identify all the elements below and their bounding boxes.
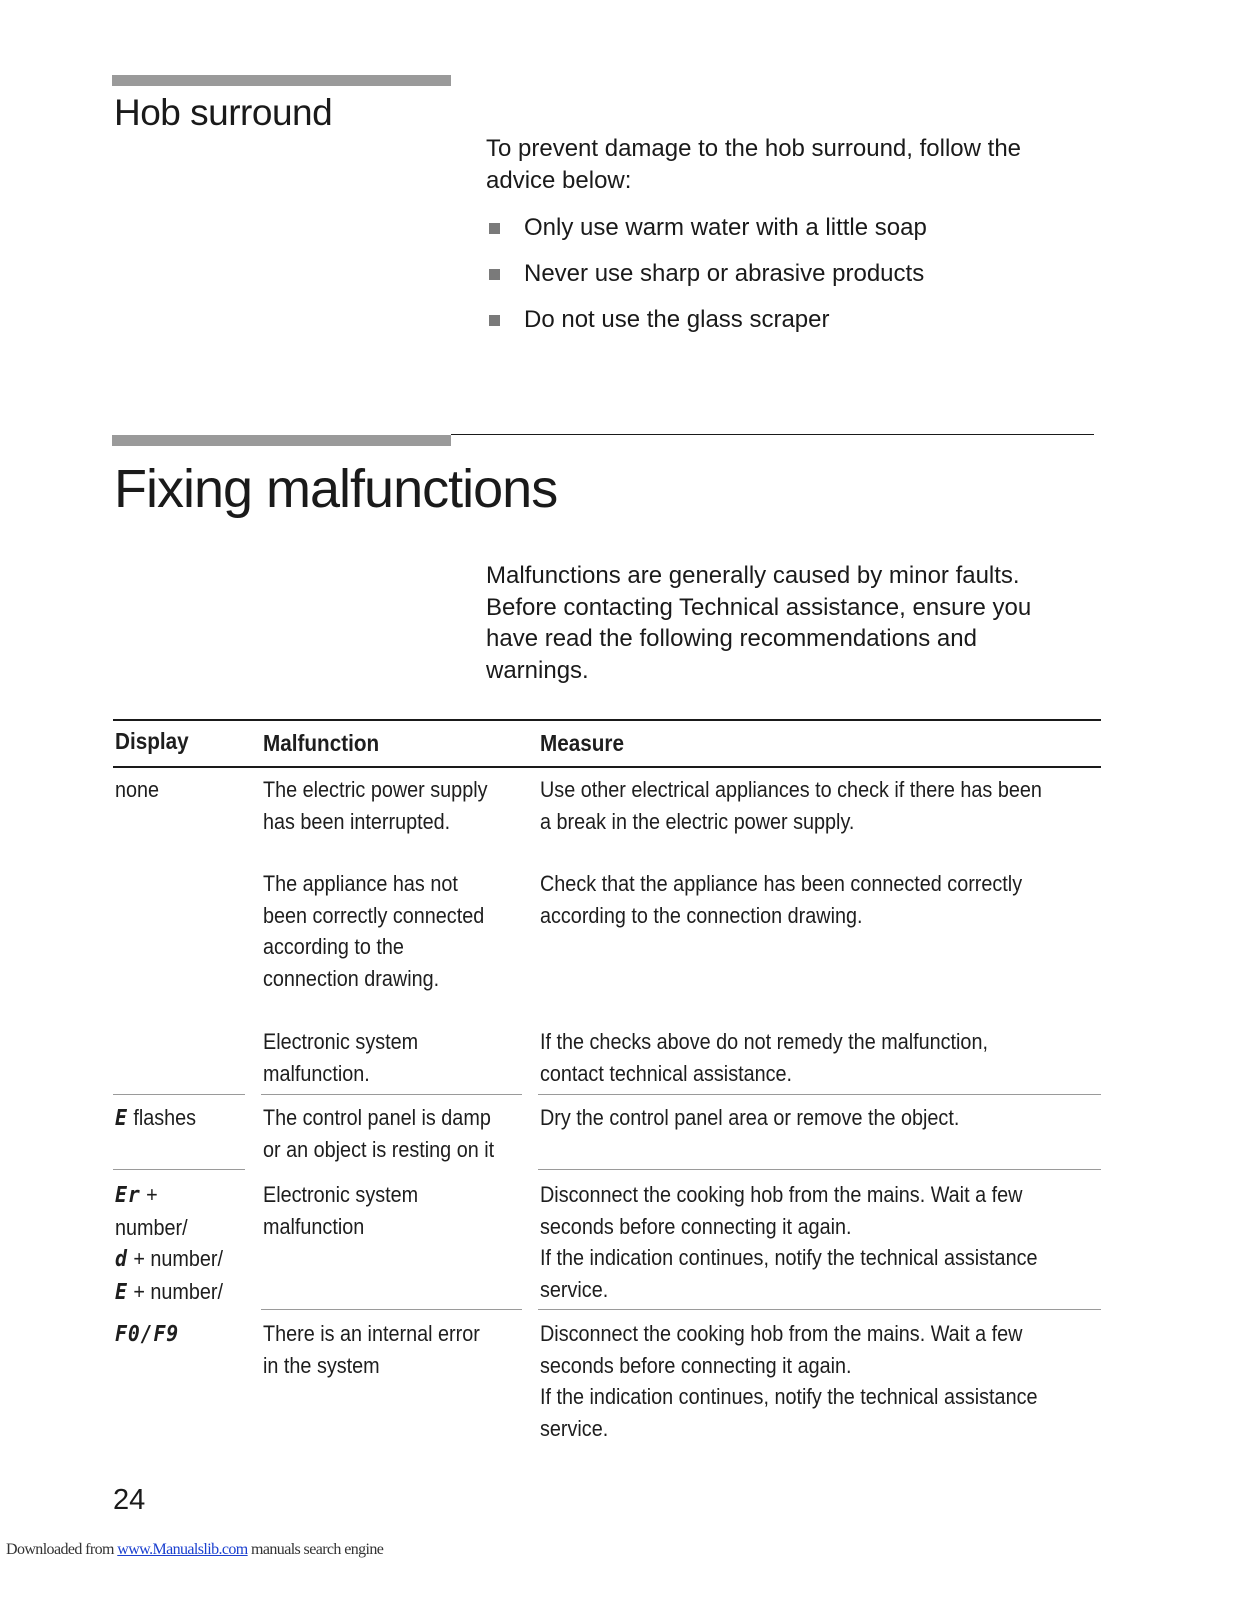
display-code: d: [115, 1247, 128, 1272]
header-display: Display: [115, 728, 189, 754]
display-code: E: [115, 1279, 128, 1305]
footer: Downloaded from www.Manualslib.com manuals search engine: [6, 1541, 384, 1558]
malfunction-cell: The control panel is damp or an object is resting on it: [263, 1105, 495, 1162]
section-bar: [112, 75, 451, 86]
page-number: 24: [113, 1484, 146, 1516]
malfunction-cell: The appliance has not been correctly connected according to the connection drawing.: [263, 871, 485, 991]
measure-cell: Check that the appliance has been connected correctly according to the connection drawing.: [540, 871, 1023, 928]
footer-link[interactable]: www.Manualslib.com: [117, 1541, 248, 1558]
list-item: Do not use the glass scraper: [486, 304, 927, 350]
measure-cell: Dry the control panel area or remove the object.: [540, 1105, 960, 1130]
row-divider: [538, 1309, 1101, 1310]
row-divider: [261, 1309, 522, 1310]
header-malfunction: Malfunction: [263, 730, 380, 756]
page-title: Fixing malfunctions: [114, 459, 558, 519]
fixing-intro: Malfunctions are generally caused by minor faults. Before contacting Technical assistance, ensure you have read the following recommendations and warnings.: [486, 562, 1032, 684]
display-cell: [115, 1318, 179, 1351]
display-cell: none: [115, 777, 160, 802]
hob-bullet-list: [486, 212, 927, 350]
row-divider: [538, 1169, 1101, 1170]
display-cell: E flashes: [115, 1105, 197, 1131]
display-cell: Er + number/ d + number/ E + number/: [115, 1182, 224, 1305]
malfunction-cell: There is an internal error in the system: [263, 1321, 480, 1378]
row-divider: [113, 1169, 245, 1170]
header-measure: Measure: [540, 730, 624, 756]
display-code: Er: [115, 1183, 141, 1208]
measure-cell: Disconnect the cooking hob from the mains. Wait a few seconds before connecting it again. If the indication continues, notify the technical assistance service.: [540, 1182, 1038, 1302]
table-top-rule: [113, 719, 1101, 721]
bullet-square-icon: [489, 269, 500, 280]
malfunction-cell: Electronic system malfunction.: [263, 1029, 419, 1086]
display-code: E: [115, 1106, 128, 1131]
chapter-rule: [451, 434, 1094, 435]
section-title: Hob surround: [114, 92, 333, 133]
chapter-bar: [112, 435, 451, 446]
bullet-square-icon: [489, 315, 500, 326]
measure-cell: Disconnect the cooking hob from the mains. Wait a few seconds before connecting it again. If the indication continues, notify the technical assistance service.: [540, 1321, 1038, 1441]
malfunction-cell: Electronic system malfunction: [263, 1182, 419, 1239]
display-code: F0/F9: [115, 1322, 180, 1347]
hob-intro: To prevent damage to the hob surround, follow the advice below:: [486, 135, 1022, 194]
row-divider: [113, 1094, 245, 1095]
bullet-square-icon: [489, 223, 500, 234]
row-divider: [538, 1094, 1101, 1095]
malfunction-cell: The electric power supply has been interrupted.: [263, 777, 488, 834]
measure-cell: If the checks above do not remedy the malfunction, contact technical assistance.: [540, 1029, 988, 1086]
row-divider: [261, 1094, 522, 1095]
header-rule: [113, 766, 1101, 768]
measure-cell: Use other electrical appliances to check if there has been a break in the electric power supply.: [540, 777, 1042, 834]
list-item: Only use warm water with a little soap: [486, 212, 927, 258]
list-item: Never use sharp or abrasive products: [486, 258, 927, 304]
